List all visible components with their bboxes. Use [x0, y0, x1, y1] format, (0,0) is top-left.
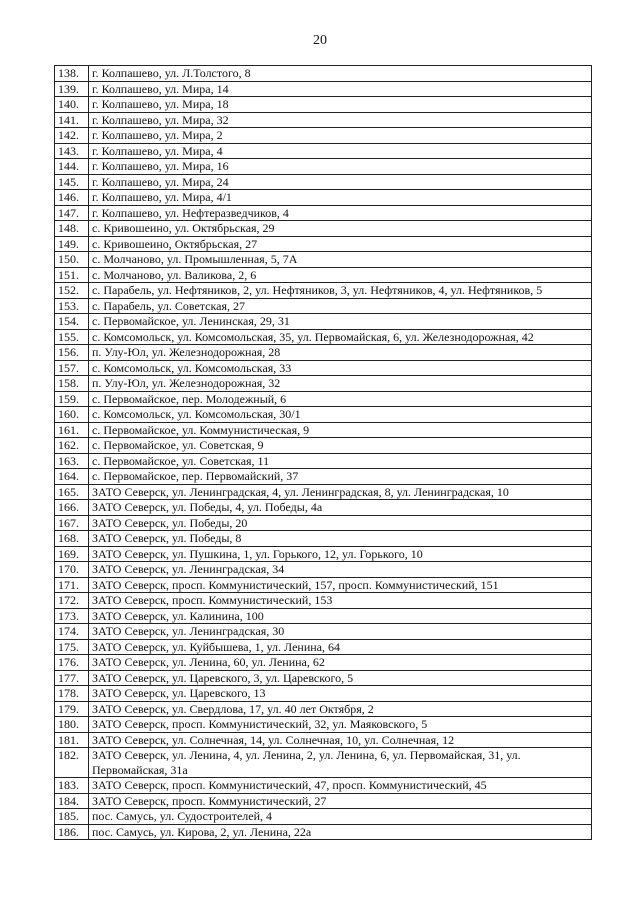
row-number: 161. — [55, 422, 89, 438]
table-row — [55, 686, 592, 702]
row-address: с. Парабель, ул. Нефтяников, 2, ул. Нефтяников, 3, ул. Нефтяников, 4, ул. Нефтяников, 5 — [89, 283, 592, 299]
row-address: ЗАТО Северск, ул. Ленинградская, 30 — [89, 624, 592, 640]
row-address: пос. Самусь, ул. Кирова, 2, ул. Ленина, 22а — [89, 824, 592, 840]
row-number: 166. — [55, 500, 89, 516]
table-row — [55, 174, 592, 190]
row-number: 173. — [55, 608, 89, 624]
table-row — [55, 717, 592, 733]
row-number: 144. — [55, 159, 89, 175]
row-number: 175. — [55, 639, 89, 655]
row-number: 145. — [55, 174, 89, 190]
address-table — [54, 65, 592, 840]
row-number: 182. — [55, 748, 89, 778]
row-number: 160. — [55, 407, 89, 423]
row-address: ЗАТО Северск, ул. Солнечная, 14, ул. Солнечная, 10, ул. Солнечная, 12 — [89, 732, 592, 748]
row-number: 180. — [55, 717, 89, 733]
row-address: ЗАТО Северск, просп. Коммунистический, 32, ул. Маяковского, 5 — [89, 717, 592, 733]
row-number: 156. — [55, 345, 89, 361]
row-number: 148. — [55, 221, 89, 237]
row-address: ЗАТО Северск, просп. Коммунистический, 47, просп. Коммунистический, 45 — [89, 778, 592, 794]
table-row — [55, 422, 592, 438]
table-row — [55, 329, 592, 345]
table-row — [55, 732, 592, 748]
table-row — [55, 546, 592, 562]
table-row — [55, 66, 592, 82]
table-row — [55, 407, 592, 423]
row-number: 154. — [55, 314, 89, 330]
table-row — [55, 391, 592, 407]
row-number: 176. — [55, 655, 89, 671]
table-row — [55, 314, 592, 330]
row-number: 139. — [55, 81, 89, 97]
address-table-body — [55, 66, 592, 840]
row-number: 140. — [55, 97, 89, 113]
row-address: ЗАТО Северск, просп. Коммунистический, 27 — [89, 793, 592, 809]
table-row — [55, 97, 592, 113]
table-row — [55, 360, 592, 376]
row-address: с. Комсомольск, ул. Комсомольская, 30/1 — [89, 407, 592, 423]
row-address: пос. Самусь, ул. Судостроителей, 4 — [89, 809, 592, 825]
row-address: ЗАТО Северск, ул. Царевского, 3, ул. Царевского, 5 — [89, 670, 592, 686]
row-number: 163. — [55, 453, 89, 469]
table-row — [55, 793, 592, 809]
row-number: 138. — [55, 66, 89, 82]
table-row — [55, 252, 592, 268]
row-address: ЗАТО Северск, ул. Ленинградская, 34 — [89, 562, 592, 578]
table-row — [55, 484, 592, 500]
row-address: с. Первомайское, ул. Советская, 11 — [89, 453, 592, 469]
row-address: п. Улу-Юл, ул. Железнодорожная, 28 — [89, 345, 592, 361]
row-address: с. Первомайское, пер. Первомайский, 37 — [89, 469, 592, 485]
row-number: 184. — [55, 793, 89, 809]
row-number: 149. — [55, 236, 89, 252]
table-row — [55, 453, 592, 469]
table-row — [55, 748, 592, 778]
row-number: 178. — [55, 686, 89, 702]
table-row — [55, 701, 592, 717]
row-address: с. Комсомольск, ул. Комсомольская, 33 — [89, 360, 592, 376]
table-row — [55, 205, 592, 221]
row-address: с. Первомайское, ул. Ленинская, 29, 31 — [89, 314, 592, 330]
row-address: ЗАТО Северск, ул. Победы, 20 — [89, 515, 592, 531]
table-row — [55, 143, 592, 159]
row-number: 168. — [55, 531, 89, 547]
row-address: с. Первомайское, ул. Советская, 9 — [89, 438, 592, 454]
row-number: 181. — [55, 732, 89, 748]
row-number: 179. — [55, 701, 89, 717]
row-address: г. Колпашево, ул. Мира, 32 — [89, 112, 592, 128]
page-number: 20 — [313, 33, 327, 48]
table-row — [55, 267, 592, 283]
row-address: ЗАТО Северск, ул. Калинина, 100 — [89, 608, 592, 624]
table-row — [55, 128, 592, 144]
row-address: ЗАТО Северск, ул. Ленина, 60, ул. Ленина, 62 — [89, 655, 592, 671]
row-address: ЗАТО Северск, просп. Коммунистический, 153 — [89, 593, 592, 609]
row-number: 172. — [55, 593, 89, 609]
table-row — [55, 298, 592, 314]
row-number: 169. — [55, 546, 89, 562]
row-number: 158. — [55, 376, 89, 392]
table-row — [55, 531, 592, 547]
table-row — [55, 809, 592, 825]
row-address: с. Кривошеино, ул. Октябрьская, 29 — [89, 221, 592, 237]
table-row — [55, 593, 592, 609]
row-number: 159. — [55, 391, 89, 407]
row-number: 146. — [55, 190, 89, 206]
row-address: г. Колпашево, ул. Мира, 24 — [89, 174, 592, 190]
row-address: с. Комсомольск, ул. Комсомольская, 35, ул. Первомайская, 6, ул. Железнодорожная, 42 — [89, 329, 592, 345]
row-number: 152. — [55, 283, 89, 299]
row-address: ЗАТО Северск, ул. Победы, 8 — [89, 531, 592, 547]
row-number: 165. — [55, 484, 89, 500]
row-number: 177. — [55, 670, 89, 686]
row-address: г. Колпашево, ул. Нефтеразведчиков, 4 — [89, 205, 592, 221]
table-row — [55, 515, 592, 531]
table-row — [55, 624, 592, 640]
table-row — [55, 112, 592, 128]
row-address: ЗАТО Северск, ул. Пушкина, 1, ул. Горького, 12, ул. Горького, 10 — [89, 546, 592, 562]
table-row — [55, 376, 592, 392]
table-row — [55, 345, 592, 361]
row-number: 170. — [55, 562, 89, 578]
table-row — [55, 562, 592, 578]
row-number: 151. — [55, 267, 89, 283]
row-address: ЗАТО Северск, ул. Ленинградская, 4, ул. Ленинградская, 8, ул. Ленинградская, 10 — [89, 484, 592, 500]
row-address: с. Молчаново, ул. Валикова, 2, 6 — [89, 267, 592, 283]
row-address: ЗАТО Северск, ул. Царевского, 13 — [89, 686, 592, 702]
row-number: 183. — [55, 778, 89, 794]
row-number: 143. — [55, 143, 89, 159]
row-address: ЗАТО Северск, ул. Куйбышева, 1, ул. Ленина, 64 — [89, 639, 592, 655]
row-address: ЗАТО Северск, ул. Ленина, 4, ул. Ленина, 2, ул. Ленина, 6, ул. Первомайская, 31, ул. Первомайская, 31а — [89, 748, 592, 778]
row-address: ЗАТО Северск, просп. Коммунистический, 157, просп. Коммунистический, 151 — [89, 577, 592, 593]
table-row — [55, 577, 592, 593]
row-number: 185. — [55, 809, 89, 825]
row-address: г. Колпашево, ул. Л.Толстого, 8 — [89, 66, 592, 82]
row-address: г. Колпашево, ул. Мира, 4 — [89, 143, 592, 159]
row-address: с. Кривошеино, Октябрьская, 27 — [89, 236, 592, 252]
row-number: 147. — [55, 205, 89, 221]
table-row — [55, 283, 592, 299]
table-row — [55, 655, 592, 671]
row-number: 141. — [55, 112, 89, 128]
row-number: 142. — [55, 128, 89, 144]
row-address: с. Молчаново, ул. Промышленная, 5, 7А — [89, 252, 592, 268]
table-row — [55, 778, 592, 794]
table-row — [55, 221, 592, 237]
row-address: г. Колпашево, ул. Мира, 4/1 — [89, 190, 592, 206]
row-number: 155. — [55, 329, 89, 345]
row-number: 153. — [55, 298, 89, 314]
row-address: г. Колпашево, ул. Мира, 2 — [89, 128, 592, 144]
row-number: 150. — [55, 252, 89, 268]
table-row — [55, 190, 592, 206]
table-row — [55, 500, 592, 516]
row-number: 164. — [55, 469, 89, 485]
row-number: 186. — [55, 824, 89, 840]
row-number: 162. — [55, 438, 89, 454]
table-row — [55, 236, 592, 252]
table-row — [55, 639, 592, 655]
row-address: г. Колпашево, ул. Мира, 18 — [89, 97, 592, 113]
row-address: с. Первомайское, пер. Молодежный, 6 — [89, 391, 592, 407]
row-address: ЗАТО Северск, ул. Победы, 4, ул. Победы, 4а — [89, 500, 592, 516]
table-row — [55, 824, 592, 840]
row-address: с. Парабель, ул. Советская, 27 — [89, 298, 592, 314]
row-number: 174. — [55, 624, 89, 640]
row-address: п. Улу-Юл, ул. Железнодорожная, 32 — [89, 376, 592, 392]
row-address: с. Первомайское, ул. Коммунистическая, 9 — [89, 422, 592, 438]
row-address: г. Колпашево, ул. Мира, 16 — [89, 159, 592, 175]
table-row — [55, 81, 592, 97]
row-address: г. Колпашево, ул. Мира, 14 — [89, 81, 592, 97]
table-row — [55, 670, 592, 686]
row-number: 171. — [55, 577, 89, 593]
row-number: 157. — [55, 360, 89, 376]
table-row — [55, 438, 592, 454]
row-number: 167. — [55, 515, 89, 531]
table-row — [55, 159, 592, 175]
table-row — [55, 608, 592, 624]
row-address: ЗАТО Северск, ул. Свердлова, 17, ул. 40 лет Октября, 2 — [89, 701, 592, 717]
table-row — [55, 469, 592, 485]
